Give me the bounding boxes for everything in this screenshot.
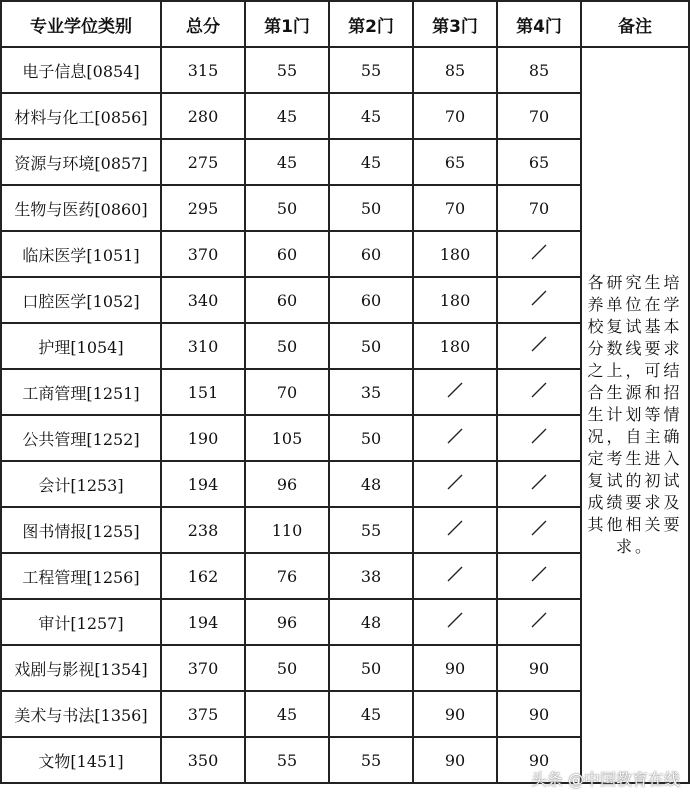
subject-3-cell: 65 bbox=[413, 139, 497, 185]
subject-1-cell: 45 bbox=[245, 93, 329, 139]
category-cell: 电子信息[0854] bbox=[1, 47, 161, 93]
slash-icon bbox=[530, 519, 548, 537]
subject-1-cell: 50 bbox=[245, 645, 329, 691]
category-cell: 审计[1257] bbox=[1, 599, 161, 645]
slash-icon bbox=[446, 473, 464, 491]
subject-2-cell: 45 bbox=[329, 139, 413, 185]
total-score-cell: 310 bbox=[161, 323, 245, 369]
subject-1-cell: 45 bbox=[245, 691, 329, 737]
subject-4-cell: 70 bbox=[497, 185, 581, 231]
total-score-cell: 340 bbox=[161, 277, 245, 323]
header-subject-3: 第3门 bbox=[413, 1, 497, 47]
slash-icon bbox=[446, 611, 464, 629]
total-score-cell: 194 bbox=[161, 461, 245, 507]
category-cell: 生物与医药[0860] bbox=[1, 185, 161, 231]
category-cell: 文物[1451] bbox=[1, 737, 161, 783]
subject-1-cell: 60 bbox=[245, 277, 329, 323]
subject-2-cell: 60 bbox=[329, 231, 413, 277]
subject-4-cell: 85 bbox=[497, 47, 581, 93]
remark-cell: 各研究生培养单位在学校复试基本分数线要求之上，可结合生源和招生计划等情况，自主确定考生进入复试的初试成绩要求及其他相关要求。 bbox=[581, 47, 689, 783]
subject-1-cell: 76 bbox=[245, 553, 329, 599]
slash-icon bbox=[530, 427, 548, 445]
subject-4-cell: 90 bbox=[497, 737, 581, 783]
subject-3-cell: 90 bbox=[413, 645, 497, 691]
subject-2-cell: 55 bbox=[329, 507, 413, 553]
category-cell: 图书情报[1255] bbox=[1, 507, 161, 553]
slash-icon bbox=[530, 243, 548, 261]
subject-1-cell: 50 bbox=[245, 185, 329, 231]
subject-3-cell: 70 bbox=[413, 185, 497, 231]
category-cell: 公共管理[1252] bbox=[1, 415, 161, 461]
subject-3-cell bbox=[413, 507, 497, 553]
category-cell: 工程管理[1256] bbox=[1, 553, 161, 599]
subject-2-cell: 50 bbox=[329, 323, 413, 369]
subject-1-cell: 96 bbox=[245, 461, 329, 507]
total-score-cell: 280 bbox=[161, 93, 245, 139]
category-cell: 材料与化工[0856] bbox=[1, 93, 161, 139]
category-cell: 资源与环境[0857] bbox=[1, 139, 161, 185]
subject-1-cell: 50 bbox=[245, 323, 329, 369]
subject-1-cell: 55 bbox=[245, 47, 329, 93]
subject-4-cell bbox=[497, 461, 581, 507]
header-category: 专业学位类别 bbox=[1, 1, 161, 47]
total-score-cell: 315 bbox=[161, 47, 245, 93]
subject-4-cell bbox=[497, 507, 581, 553]
table-body bbox=[1, 47, 689, 783]
subject-1-cell: 105 bbox=[245, 415, 329, 461]
subject-2-cell: 50 bbox=[329, 415, 413, 461]
subject-2-cell: 50 bbox=[329, 185, 413, 231]
total-score-cell: 375 bbox=[161, 691, 245, 737]
subject-3-cell: 90 bbox=[413, 691, 497, 737]
category-cell: 会计[1253] bbox=[1, 461, 161, 507]
slash-icon bbox=[530, 381, 548, 399]
subject-1-cell: 110 bbox=[245, 507, 329, 553]
subject-2-cell: 50 bbox=[329, 645, 413, 691]
subject-3-cell bbox=[413, 415, 497, 461]
total-score-cell: 162 bbox=[161, 553, 245, 599]
subject-1-cell: 96 bbox=[245, 599, 329, 645]
subject-4-cell bbox=[497, 277, 581, 323]
slash-icon bbox=[446, 519, 464, 537]
category-cell: 护理[1054] bbox=[1, 323, 161, 369]
category-cell: 工商管理[1251] bbox=[1, 369, 161, 415]
subject-4-cell bbox=[497, 323, 581, 369]
header-subject-4: 第4门 bbox=[497, 1, 581, 47]
subject-1-cell: 45 bbox=[245, 139, 329, 185]
subject-4-cell bbox=[497, 369, 581, 415]
total-score-cell: 370 bbox=[161, 645, 245, 691]
slash-icon bbox=[530, 289, 548, 307]
watermark: 头条 @中国教育在线 bbox=[530, 770, 680, 789]
slash-icon bbox=[446, 381, 464, 399]
subject-3-cell bbox=[413, 369, 497, 415]
header-remark: 备注 bbox=[581, 1, 689, 47]
total-score-cell: 295 bbox=[161, 185, 245, 231]
subject-3-cell: 70 bbox=[413, 93, 497, 139]
total-score-cell: 370 bbox=[161, 231, 245, 277]
subject-2-cell: 48 bbox=[329, 461, 413, 507]
subject-2-cell: 55 bbox=[329, 737, 413, 783]
subject-4-cell: 90 bbox=[497, 645, 581, 691]
slash-icon bbox=[446, 427, 464, 445]
subject-2-cell: 48 bbox=[329, 599, 413, 645]
subject-3-cell: 180 bbox=[413, 277, 497, 323]
subject-3-cell: 85 bbox=[413, 47, 497, 93]
total-score-cell: 350 bbox=[161, 737, 245, 783]
subject-4-cell bbox=[497, 599, 581, 645]
subject-4-cell bbox=[497, 231, 581, 277]
subject-2-cell: 45 bbox=[329, 691, 413, 737]
subject-1-cell: 55 bbox=[245, 737, 329, 783]
header-subject-1: 第1门 bbox=[245, 1, 329, 47]
category-cell: 口腔医学[1052] bbox=[1, 277, 161, 323]
subject-3-cell: 90 bbox=[413, 737, 497, 783]
subject-4-cell: 65 bbox=[497, 139, 581, 185]
subject-4-cell bbox=[497, 553, 581, 599]
total-score-cell: 275 bbox=[161, 139, 245, 185]
category-cell: 临床医学[1051] bbox=[1, 231, 161, 277]
subject-1-cell: 60 bbox=[245, 231, 329, 277]
subject-4-cell: 90 bbox=[497, 691, 581, 737]
slash-icon bbox=[530, 335, 548, 353]
subject-4-cell bbox=[497, 415, 581, 461]
header-subject-2: 第2门 bbox=[329, 1, 413, 47]
subject-2-cell: 60 bbox=[329, 277, 413, 323]
subject-1-cell: 70 bbox=[245, 369, 329, 415]
header-row bbox=[1, 1, 689, 47]
total-score-cell: 190 bbox=[161, 415, 245, 461]
subject-3-cell bbox=[413, 461, 497, 507]
subject-2-cell: 35 bbox=[329, 369, 413, 415]
total-score-cell: 238 bbox=[161, 507, 245, 553]
total-score-cell: 194 bbox=[161, 599, 245, 645]
subject-2-cell: 45 bbox=[329, 93, 413, 139]
table-row bbox=[1, 47, 689, 93]
slash-icon bbox=[530, 611, 548, 629]
slash-icon bbox=[530, 565, 548, 583]
subject-3-cell bbox=[413, 599, 497, 645]
subject-3-cell: 180 bbox=[413, 323, 497, 369]
subject-2-cell: 55 bbox=[329, 47, 413, 93]
total-score-cell: 151 bbox=[161, 369, 245, 415]
category-cell: 美术与书法[1356] bbox=[1, 691, 161, 737]
slash-icon bbox=[446, 565, 464, 583]
subject-4-cell: 70 bbox=[497, 93, 581, 139]
slash-icon bbox=[530, 473, 548, 491]
subject-2-cell: 38 bbox=[329, 553, 413, 599]
subject-3-cell bbox=[413, 553, 497, 599]
category-cell: 戏剧与影视[1354] bbox=[1, 645, 161, 691]
header-total: 总分 bbox=[161, 1, 245, 47]
subject-3-cell: 180 bbox=[413, 231, 497, 277]
